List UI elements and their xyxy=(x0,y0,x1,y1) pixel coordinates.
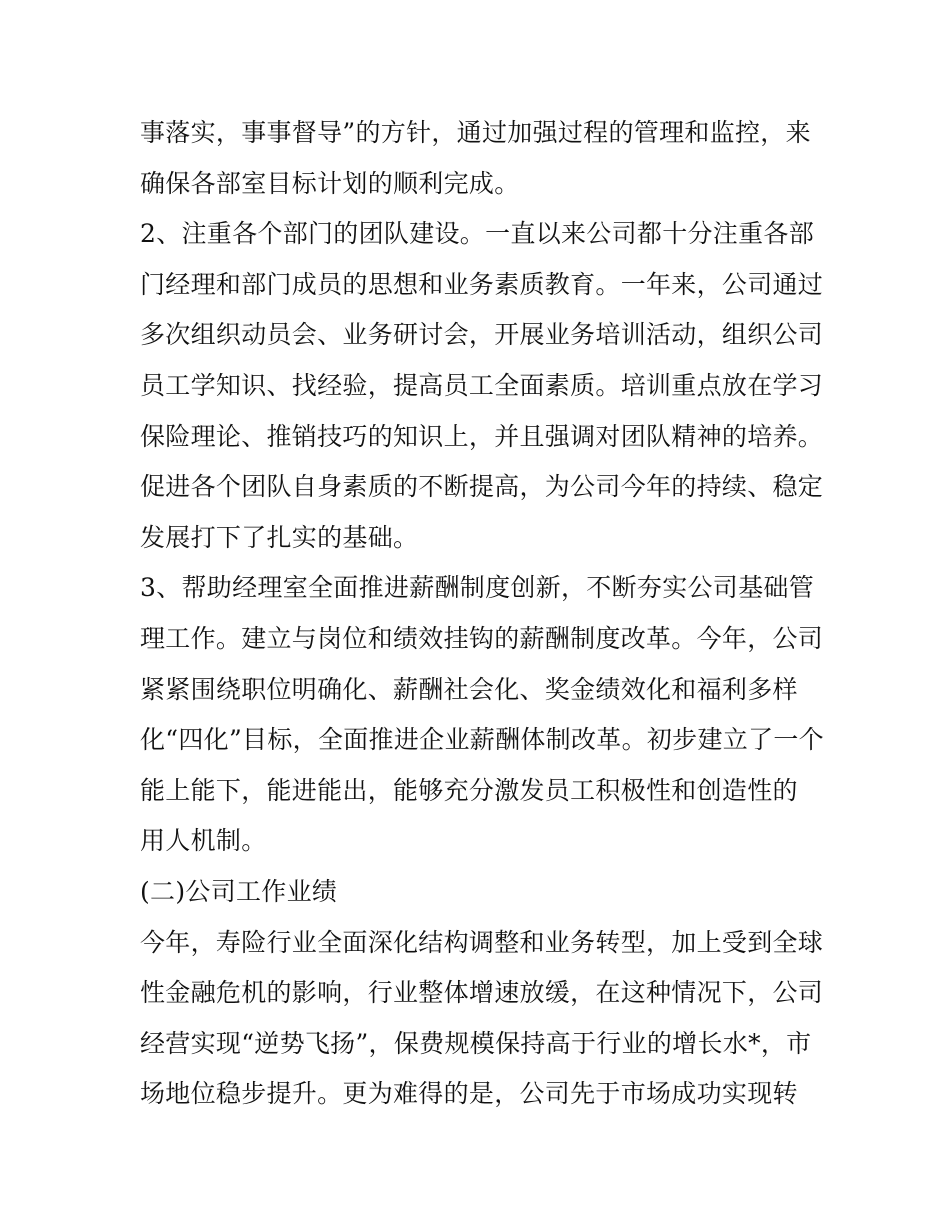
text-line: 理工作。建立与岗位和绩效挂钩的薪酬制度改革。今年，公司 xyxy=(140,623,824,653)
text-line: 今年，寿险行业全面深化结构调整和业务转型，加上受到全球 xyxy=(140,927,824,957)
text-line: 发展打下了扎实的基础。 xyxy=(140,522,419,552)
text-line: 门经理和部门成员的思想和业务素质教育。一年来，公司通过 xyxy=(140,269,824,299)
section-heading: (二)公司工作业绩 xyxy=(140,876,338,906)
text-line: 促进各个团队自身素质的不断提高，为公司今年的持续、稳定 xyxy=(140,472,824,502)
text-line: 经营实现“逆势飞扬”，保费规模保持高于行业的增长水*，市 xyxy=(140,1028,812,1058)
document-body xyxy=(140,108,824,1120)
text-line: 2、注重各个部门的团队建设。一直以来公司都十分注重各部 xyxy=(140,219,815,249)
text-line: 确保各部室目标计划的顺利完成。 xyxy=(140,168,520,198)
text-line: 3、帮助经理室全面推进薪酬制度创新，不断夯实公司基础管 xyxy=(140,573,815,603)
text-line: 员工学知识、找经验，提高员工全面素质。培训重点放在学习 xyxy=(140,370,824,400)
text-line: 多次组织动员会、业务研讨会，开展业务培训活动，组织公司 xyxy=(140,320,824,350)
text-line: 化“四化”目标，全面推进企业薪酬体制改革。初步建立了一个 xyxy=(140,725,824,755)
text-line: 能上能下，能进能出，能够充分激发员工积极性和创造性的 xyxy=(140,775,798,805)
text-line: 性金融危机的影响，行业整体增速放缓，在这种情况下，公司 xyxy=(140,978,824,1008)
text-line: 紧紧围绕职位明确化、薪酬社会化、奖金绩效化和福利多样 xyxy=(140,674,798,704)
text-line: 用人机制。 xyxy=(140,826,267,856)
text-line: 事落实，事事督导”的方针，通过加强过程的管理和监控，来 xyxy=(140,118,811,147)
text-line: 保险理论、推销技巧的知识上，并且强调对团队精神的培养。 xyxy=(140,421,824,451)
text-line: 场地位稳步提升。更为难得的是，公司先于市场成功实现转 xyxy=(140,1079,798,1109)
